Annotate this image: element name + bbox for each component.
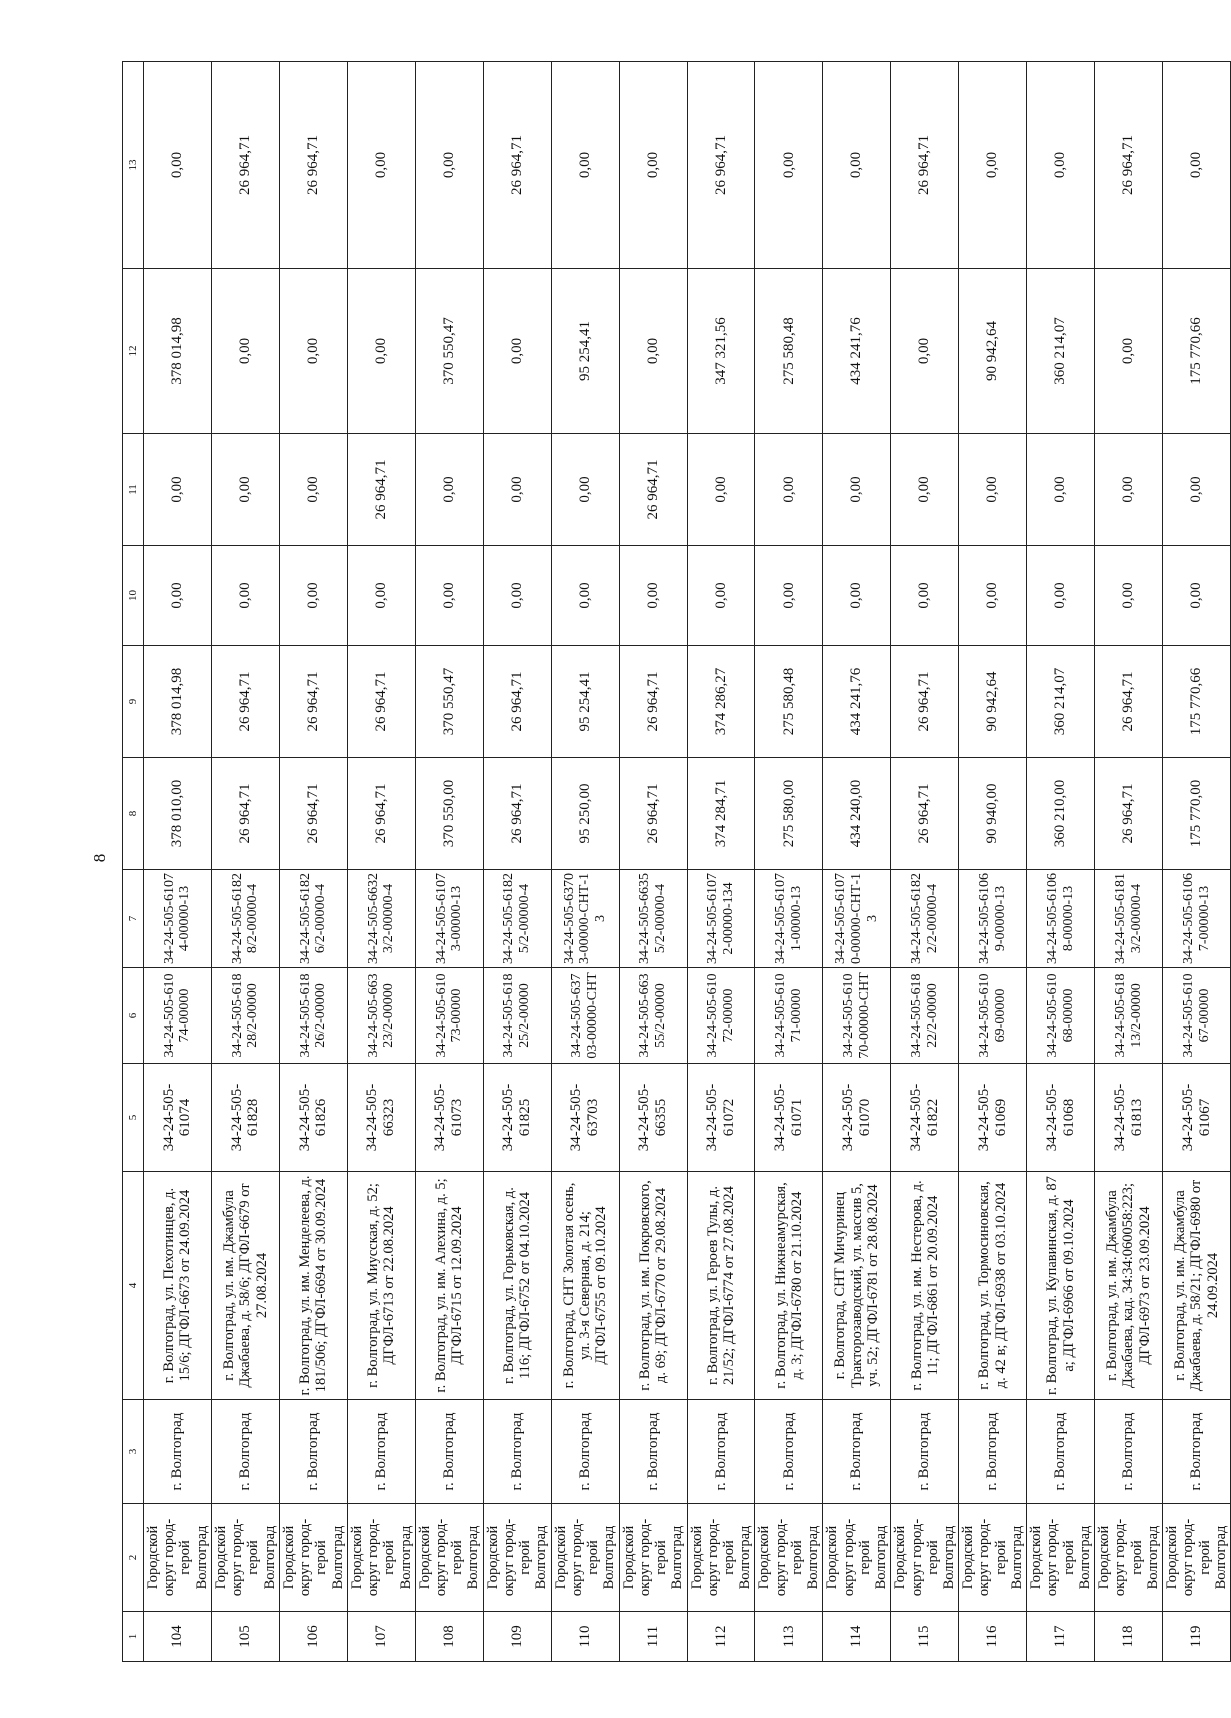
amount-cell: 26 964,71 [279, 758, 347, 870]
amount-cell: 370 550,47 [415, 269, 483, 434]
amount-cell: 0,00 [279, 269, 347, 434]
table-row [755, 62, 823, 1662]
table-row [687, 62, 755, 1662]
amount-cell: 0,00 [1095, 269, 1163, 434]
cadastral-code-cell: 34-24-505-61074-00000 [144, 968, 212, 1064]
amount-cell: 0,00 [1163, 62, 1231, 269]
row-number-cell: 117 [1027, 1612, 1095, 1662]
table-row [891, 62, 959, 1662]
column-number: 6 [123, 968, 144, 1064]
row-number-cell: 116 [959, 1612, 1027, 1662]
column-number: 7 [123, 870, 144, 968]
row-number-cell: 112 [687, 1612, 755, 1662]
cadastral-code-cell: 34-24-505-66323/2-00000 [347, 968, 415, 1064]
table-row [823, 62, 891, 1662]
amount-cell: 90 942,64 [959, 646, 1027, 758]
amount-cell: 0,00 [1027, 546, 1095, 646]
cadastral-code-full-cell: 34-24-505-61074-00000-13 [144, 870, 212, 968]
cadastral-code-cell: 34-24-505-61822/2-00000 [891, 968, 959, 1064]
address-cell: г. Волгоград, ул. им. Покровского, д. 69; ДГФЛ-6770 от 29.08.2024 [619, 1172, 687, 1400]
cadastral-code-cell: 34-24-505-61828/2-00000 [211, 968, 279, 1064]
settlement-cell: г. Волгоград [687, 1400, 755, 1504]
amount-cell: 0,00 [1095, 546, 1163, 646]
amount-cell: 0,00 [415, 62, 483, 269]
amount-cell: 0,00 [891, 269, 959, 434]
amount-cell: 0,00 [823, 62, 891, 269]
amount-cell: 26 964,71 [1095, 62, 1163, 269]
amount-cell: 0,00 [755, 62, 823, 269]
cadastral-code-full-cell: 34-24-505-61070-00000-СНТ-13 [823, 870, 891, 968]
column-number: 4 [123, 1172, 144, 1400]
municipality-cell: Городской округ город-герой Волгоград [823, 1504, 891, 1612]
cadastral-code-full-cell: 34-24-505-63703-00000-СНТ-13 [551, 870, 619, 968]
settlement-cell: г. Волгоград [755, 1400, 823, 1504]
amount-cell: 0,00 [1163, 546, 1231, 646]
amount-cell: 26 964,71 [211, 646, 279, 758]
municipality-cell: Городской округ город-герой Волгоград [279, 1504, 347, 1612]
cadastral-code-full-cell: 34-24-505-61825/2-00000-4 [483, 870, 551, 968]
code-cell: 34-24-505-63703 [551, 1064, 619, 1172]
table-row [279, 62, 347, 1662]
address-cell: г. Волгоград, ул. им. Менделеева, д. 181/506; ДГФЛ-6694 от 30.09.2024 [279, 1172, 347, 1400]
amount-cell: 0,00 [347, 546, 415, 646]
table-row [959, 62, 1027, 1662]
municipality-cell: Городской округ город-герой Волгоград [687, 1504, 755, 1612]
cadastral-code-full-cell: 34-24-505-61822/2-00000-4 [891, 870, 959, 968]
cadastral-code-cell: 34-24-505-66355/2-00000 [619, 968, 687, 1064]
amount-cell: 0,00 [687, 434, 755, 546]
amount-cell: 26 964,71 [211, 62, 279, 269]
amount-cell: 0,00 [1027, 434, 1095, 546]
amount-cell: 0,00 [619, 62, 687, 269]
municipality-cell: Городской округ город-герой Волгоград [415, 1504, 483, 1612]
amount-cell: 26 964,71 [619, 646, 687, 758]
amount-cell: 26 964,71 [347, 434, 415, 546]
settlement-cell: г. Волгоград [415, 1400, 483, 1504]
settlement-cell: г. Волгоград [347, 1400, 415, 1504]
column-number: 2 [123, 1504, 144, 1612]
amount-cell: 378 014,98 [144, 269, 212, 434]
cadastral-code-cell: 34-24-505-61070-00000-СНТ [823, 968, 891, 1064]
row-number-cell: 109 [483, 1612, 551, 1662]
cadastral-code-full-cell: 34-24-505-61067-00000-13 [1163, 870, 1231, 968]
row-number-cell: 113 [755, 1612, 823, 1662]
row-number-cell: 110 [551, 1612, 619, 1662]
settlement-cell: г. Волгоград [959, 1400, 1027, 1504]
amount-cell: 0,00 [1163, 434, 1231, 546]
cadastral-code-cell: 34-24-505-63703-00000-СНТ [551, 968, 619, 1064]
settlement-cell: г. Волгоград [551, 1400, 619, 1504]
code-cell: 34-24-505-61822 [891, 1064, 959, 1172]
settlement-cell: г. Волгоград [211, 1400, 279, 1504]
amount-cell: 0,00 [483, 269, 551, 434]
column-number: 5 [123, 1064, 144, 1172]
amount-cell: 275 580,00 [755, 758, 823, 870]
address-cell: г. Волгоград, ул. им. Нестерова, д. 11; ДГФЛ-6861 от 20.09.2024 [891, 1172, 959, 1400]
amount-cell: 26 964,71 [483, 646, 551, 758]
settlement-cell: г. Волгоград [823, 1400, 891, 1504]
amount-cell: 370 550,00 [415, 758, 483, 870]
municipality-cell: Городской округ город-герой Волгоград [347, 1504, 415, 1612]
amount-cell: 0,00 [959, 434, 1027, 546]
address-cell: г. Волгоград, СНТ Золотая осень, ул. 3-я Северная, д. 214; ДГФЛ-6755 от 09.10.2024 [551, 1172, 619, 1400]
table-row [347, 62, 415, 1662]
code-cell: 34-24-505-61074 [144, 1064, 212, 1172]
code-cell: 34-24-505-61826 [279, 1064, 347, 1172]
data-table [122, 61, 1231, 1662]
cadastral-code-full-cell: 34-24-505-61813/2-00000-4 [1095, 870, 1163, 968]
municipality-cell: Городской округ город-герой Волгоград [144, 1504, 212, 1612]
amount-cell: 0,00 [755, 434, 823, 546]
municipality-cell: Городской округ город-герой Волгоград [211, 1504, 279, 1612]
table-body [123, 62, 1231, 1662]
amount-cell: 370 550,47 [415, 646, 483, 758]
amount-cell: 0,00 [211, 434, 279, 546]
amount-cell: 26 964,71 [279, 646, 347, 758]
address-cell: г. Волгоград, ул. Горьковская, д. 116; ДГФЛ-6752 от 04.10.2024 [483, 1172, 551, 1400]
row-number-cell: 111 [619, 1612, 687, 1662]
amount-cell: 0,00 [687, 546, 755, 646]
amount-cell: 95 254,41 [551, 269, 619, 434]
row-number-cell: 118 [1095, 1612, 1163, 1662]
cadastral-code-full-cell: 34-24-505-61071-00000-13 [755, 870, 823, 968]
address-cell: г. Волгоград, ул. им. Джамбула Джабаева, д. 58/21; ДГФЛ-6980 от 24.09.2024 [1163, 1172, 1231, 1400]
row-number-cell: 114 [823, 1612, 891, 1662]
settlement-cell: г. Волгоград [279, 1400, 347, 1504]
amount-cell: 0,00 [279, 546, 347, 646]
amount-cell: 0,00 [347, 269, 415, 434]
amount-cell: 434 241,76 [823, 269, 891, 434]
amount-cell: 374 284,71 [687, 758, 755, 870]
settlement-cell: г. Волгоград [1095, 1400, 1163, 1504]
rotated-table-wrapper [122, 62, 1229, 1662]
amount-cell: 90 942,64 [959, 269, 1027, 434]
address-cell: г. Волгоград, ул. Тормосиновская, д. 42 в; ДГФЛ-6938 от 03.10.2024 [959, 1172, 1027, 1400]
amount-cell: 0,00 [823, 546, 891, 646]
amount-cell: 0,00 [279, 434, 347, 546]
code-cell: 34-24-505-66323 [347, 1064, 415, 1172]
code-cell: 34-24-505-61825 [483, 1064, 551, 1172]
cadastral-code-full-cell: 34-24-505-61073-00000-13 [415, 870, 483, 968]
amount-cell: 0,00 [619, 269, 687, 434]
code-cell: 34-24-505-61073 [415, 1064, 483, 1172]
code-cell: 34-24-505-61067 [1163, 1064, 1231, 1172]
code-cell: 34-24-505-61828 [211, 1064, 279, 1172]
row-number-cell: 108 [415, 1612, 483, 1662]
amount-cell: 347 321,56 [687, 269, 755, 434]
amount-cell: 275 580,48 [755, 269, 823, 434]
address-cell: г. Волгоград, ул. им. Алехина, д. 5; ДГФЛ-6715 от 12.09.2024 [415, 1172, 483, 1400]
settlement-cell: г. Волгоград [1027, 1400, 1095, 1504]
code-cell: 34-24-505-61069 [959, 1064, 1027, 1172]
table-row [1163, 62, 1231, 1662]
municipality-cell: Городской округ город-герой Волгоград [1095, 1504, 1163, 1612]
municipality-cell: Городской округ город-герой Волгоград [619, 1504, 687, 1612]
amount-cell: 0,00 [959, 62, 1027, 269]
municipality-cell: Городской округ город-герой Волгоград [959, 1504, 1027, 1612]
amount-cell: 26 964,71 [687, 62, 755, 269]
table-row [415, 62, 483, 1662]
column-number-row [123, 62, 144, 1662]
row-number-cell: 106 [279, 1612, 347, 1662]
column-number: 8 [123, 758, 144, 870]
amount-cell: 26 964,71 [619, 758, 687, 870]
cadastral-code-full-cell: 34-24-505-61069-00000-13 [959, 870, 1027, 968]
cadastral-code-cell: 34-24-505-61826/2-00000 [279, 968, 347, 1064]
amount-cell: 26 964,71 [279, 62, 347, 269]
amount-cell: 0,00 [483, 546, 551, 646]
cadastral-code-cell: 34-24-505-61073-00000 [415, 968, 483, 1064]
address-cell: г. Волгоград, СНТ Мичуринец Тракторозаводский, ул. массив 5, уч. 52; ДГФЛ-6781 от 28.08.2024 [823, 1172, 891, 1400]
table-row [1027, 62, 1095, 1662]
amount-cell: 378 014,98 [144, 646, 212, 758]
column-number: 11 [123, 434, 144, 546]
cadastral-code-full-cell: 34-24-505-61072-00000-134 [687, 870, 755, 968]
amount-cell: 26 964,71 [211, 758, 279, 870]
amount-cell: 0,00 [211, 269, 279, 434]
cadastral-code-full-cell: 34-24-505-66323/2-00000-4 [347, 870, 415, 968]
cadastral-code-full-cell: 34-24-505-61828/2-00000-4 [211, 870, 279, 968]
settlement-cell: г. Волгоград [619, 1400, 687, 1504]
code-cell: 34-24-505-66355 [619, 1064, 687, 1172]
amount-cell: 0,00 [823, 434, 891, 546]
code-cell: 34-24-505-61072 [687, 1064, 755, 1172]
amount-cell: 26 964,71 [891, 758, 959, 870]
settlement-cell: г. Волгоград [483, 1400, 551, 1504]
cadastral-code-cell: 34-24-505-61072-00000 [687, 968, 755, 1064]
amount-cell: 0,00 [347, 62, 415, 269]
amount-cell: 26 964,71 [347, 646, 415, 758]
amount-cell: 0,00 [891, 434, 959, 546]
cadastral-code-cell: 34-24-505-61068-00000 [1027, 968, 1095, 1064]
address-cell: г. Волгоград, ул. им. Джамбула Джабаева, кад. 34:34:060058:223; ДГФЛ-6973 от 23.09.2024 [1095, 1172, 1163, 1400]
amount-cell: 26 964,71 [1095, 646, 1163, 758]
table-row [211, 62, 279, 1662]
cadastral-code-cell: 34-24-505-61067-00000 [1163, 968, 1231, 1064]
column-number: 1 [123, 1612, 144, 1662]
cadastral-code-cell: 34-24-505-61825/2-00000 [483, 968, 551, 1064]
municipality-cell: Городской округ город-герой Волгоград [1027, 1504, 1095, 1612]
table-row [144, 62, 212, 1662]
amount-cell: 434 241,76 [823, 646, 891, 758]
row-number-cell: 105 [211, 1612, 279, 1662]
amount-cell: 175 770,66 [1163, 269, 1231, 434]
address-cell: г. Волгоград, ул. им. Джамбула Джабаева, д. 58/6; ДГФЛ-6679 от 27.08.2024 [211, 1172, 279, 1400]
table-row [483, 62, 551, 1662]
amount-cell: 0,00 [551, 546, 619, 646]
amount-cell: 26 964,71 [483, 758, 551, 870]
amount-cell: 0,00 [144, 546, 212, 646]
amount-cell: 0,00 [755, 546, 823, 646]
address-cell: г. Волгоград, ул. Героев Тулы, д. 21/52; ДГФЛ-6774 от 27.08.2024 [687, 1172, 755, 1400]
column-number: 9 [123, 646, 144, 758]
row-number-cell: 119 [1163, 1612, 1231, 1662]
page-number: 8 [90, 853, 109, 863]
cadastral-code-cell: 34-24-505-61813/2-00000 [1095, 968, 1163, 1064]
municipality-cell: Городской округ город-герой Волгоград [551, 1504, 619, 1612]
amount-cell: 0,00 [211, 546, 279, 646]
address-cell: г. Волгоград, ул. Миусская, д. 52; ДГФЛ-6713 от 22.08.2024 [347, 1172, 415, 1400]
amount-cell: 0,00 [1095, 434, 1163, 546]
amount-cell: 26 964,71 [347, 758, 415, 870]
address-cell: г. Волгоград, ул. Пехотинцев, д. 15/6; ДГФЛ-6673 от 24.09.2024 [144, 1172, 212, 1400]
settlement-cell: г. Волгоград [144, 1400, 212, 1504]
settlement-cell: г. Волгоград [1163, 1400, 1231, 1504]
amount-cell: 95 254,41 [551, 646, 619, 758]
table-row [1095, 62, 1163, 1662]
cadastral-code-full-cell: 34-24-505-61826/2-00000-4 [279, 870, 347, 968]
amount-cell: 95 250,00 [551, 758, 619, 870]
municipality-cell: Городской округ город-герой Волгоград [755, 1504, 823, 1612]
amount-cell: 360 214,07 [1027, 646, 1095, 758]
amount-cell: 90 940,00 [959, 758, 1027, 870]
amount-cell: 0,00 [619, 546, 687, 646]
amount-cell: 26 964,71 [891, 62, 959, 269]
column-number: 12 [123, 269, 144, 434]
address-cell: г. Волгоград, ул. Нижнеамурская, д. 3; ДГФЛ-6780 от 21.10.2024 [755, 1172, 823, 1400]
amount-cell: 26 964,71 [483, 62, 551, 269]
amount-cell: 378 010,00 [144, 758, 212, 870]
table-row [619, 62, 687, 1662]
amount-cell: 26 964,71 [891, 646, 959, 758]
table-row [551, 62, 619, 1662]
amount-cell: 275 580,48 [755, 646, 823, 758]
amount-cell: 0,00 [1027, 62, 1095, 269]
amount-cell: 360 210,00 [1027, 758, 1095, 870]
cadastral-code-cell: 34-24-505-61071-00000 [755, 968, 823, 1064]
amount-cell: 0,00 [551, 434, 619, 546]
code-cell: 34-24-505-61070 [823, 1064, 891, 1172]
row-number-cell: 104 [144, 1612, 212, 1662]
amount-cell: 0,00 [959, 546, 1027, 646]
amount-cell: 0,00 [144, 434, 212, 546]
municipality-cell: Городской округ город-герой Волгоград [483, 1504, 551, 1612]
address-cell: г. Волгоград, ул. Купавинская, д. 87 а; ДГФЛ-6966 от 09.10.2024 [1027, 1172, 1095, 1400]
row-number-cell: 115 [891, 1612, 959, 1662]
code-cell: 34-24-505-61068 [1027, 1064, 1095, 1172]
amount-cell: 175 770,66 [1163, 646, 1231, 758]
cadastral-code-full-cell: 34-24-505-66355/2-00000-4 [619, 870, 687, 968]
amount-cell: 0,00 [551, 62, 619, 269]
code-cell: 34-24-505-61071 [755, 1064, 823, 1172]
settlement-cell: г. Волгоград [891, 1400, 959, 1504]
municipality-cell: Городской округ город-герой Волгоград [1163, 1504, 1231, 1612]
column-number: 10 [123, 546, 144, 646]
amount-cell: 0,00 [891, 546, 959, 646]
amount-cell: 0,00 [483, 434, 551, 546]
column-number: 3 [123, 1400, 144, 1504]
amount-cell: 26 964,71 [1095, 758, 1163, 870]
municipality-cell: Городской округ город-герой Волгоград [891, 1504, 959, 1612]
amount-cell: 0,00 [415, 434, 483, 546]
amount-cell: 434 240,00 [823, 758, 891, 870]
amount-cell: 175 770,00 [1163, 758, 1231, 870]
amount-cell: 26 964,71 [619, 434, 687, 546]
code-cell: 34-24-505-61813 [1095, 1064, 1163, 1172]
amount-cell: 0,00 [415, 546, 483, 646]
row-number-cell: 107 [347, 1612, 415, 1662]
amount-cell: 374 286,27 [687, 646, 755, 758]
amount-cell: 360 214,07 [1027, 269, 1095, 434]
amount-cell: 0,00 [144, 62, 212, 269]
cadastral-code-cell: 34-24-505-61069-00000 [959, 968, 1027, 1064]
column-number: 13 [123, 62, 144, 269]
cadastral-code-full-cell: 34-24-505-61068-00000-13 [1027, 870, 1095, 968]
